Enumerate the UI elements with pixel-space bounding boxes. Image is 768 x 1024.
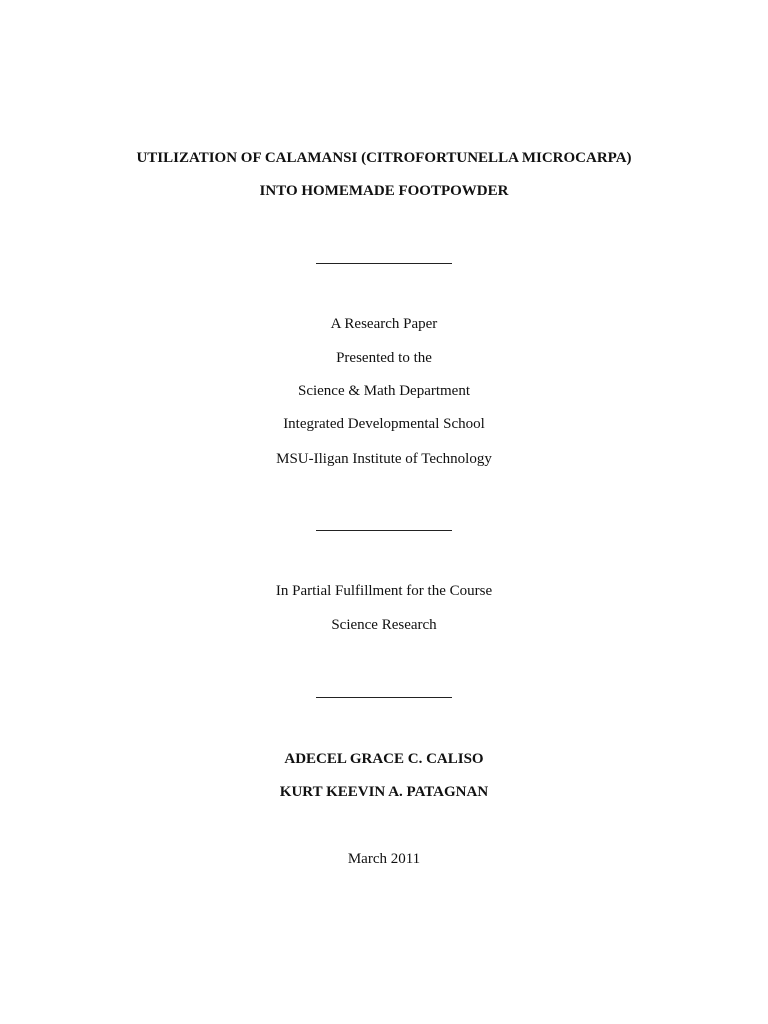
divider-2 [316,530,452,531]
author-1: ADECEL GRACE C. CALISO [284,751,484,767]
divider-1 [316,263,452,264]
submission-line-4: Integrated Developmental School [283,416,485,432]
title-line-1: UTILIZATION OF CALAMANSI (CITROFORTUNELLA MICROCARPA) [136,150,632,166]
title-line-2: INTO HOMEMADE FOOTPOWDER [259,183,509,199]
submission-line-3: Science & Math Department [297,383,471,399]
author-2: KURT KEEVIN A. PATAGNAN [279,784,489,800]
divider-3 [316,697,452,698]
submission-line-2: Presented to the [336,350,432,366]
fulfillment-line-2: Science Research [331,617,437,633]
submission-line-1: A Research Paper [330,316,438,332]
submission-date: March 2011 [347,851,421,867]
fulfillment-line-1: In Partial Fulfillment for the Course [275,583,493,599]
submission-line-5: MSU-Iligan Institute of Technology [276,451,492,467]
